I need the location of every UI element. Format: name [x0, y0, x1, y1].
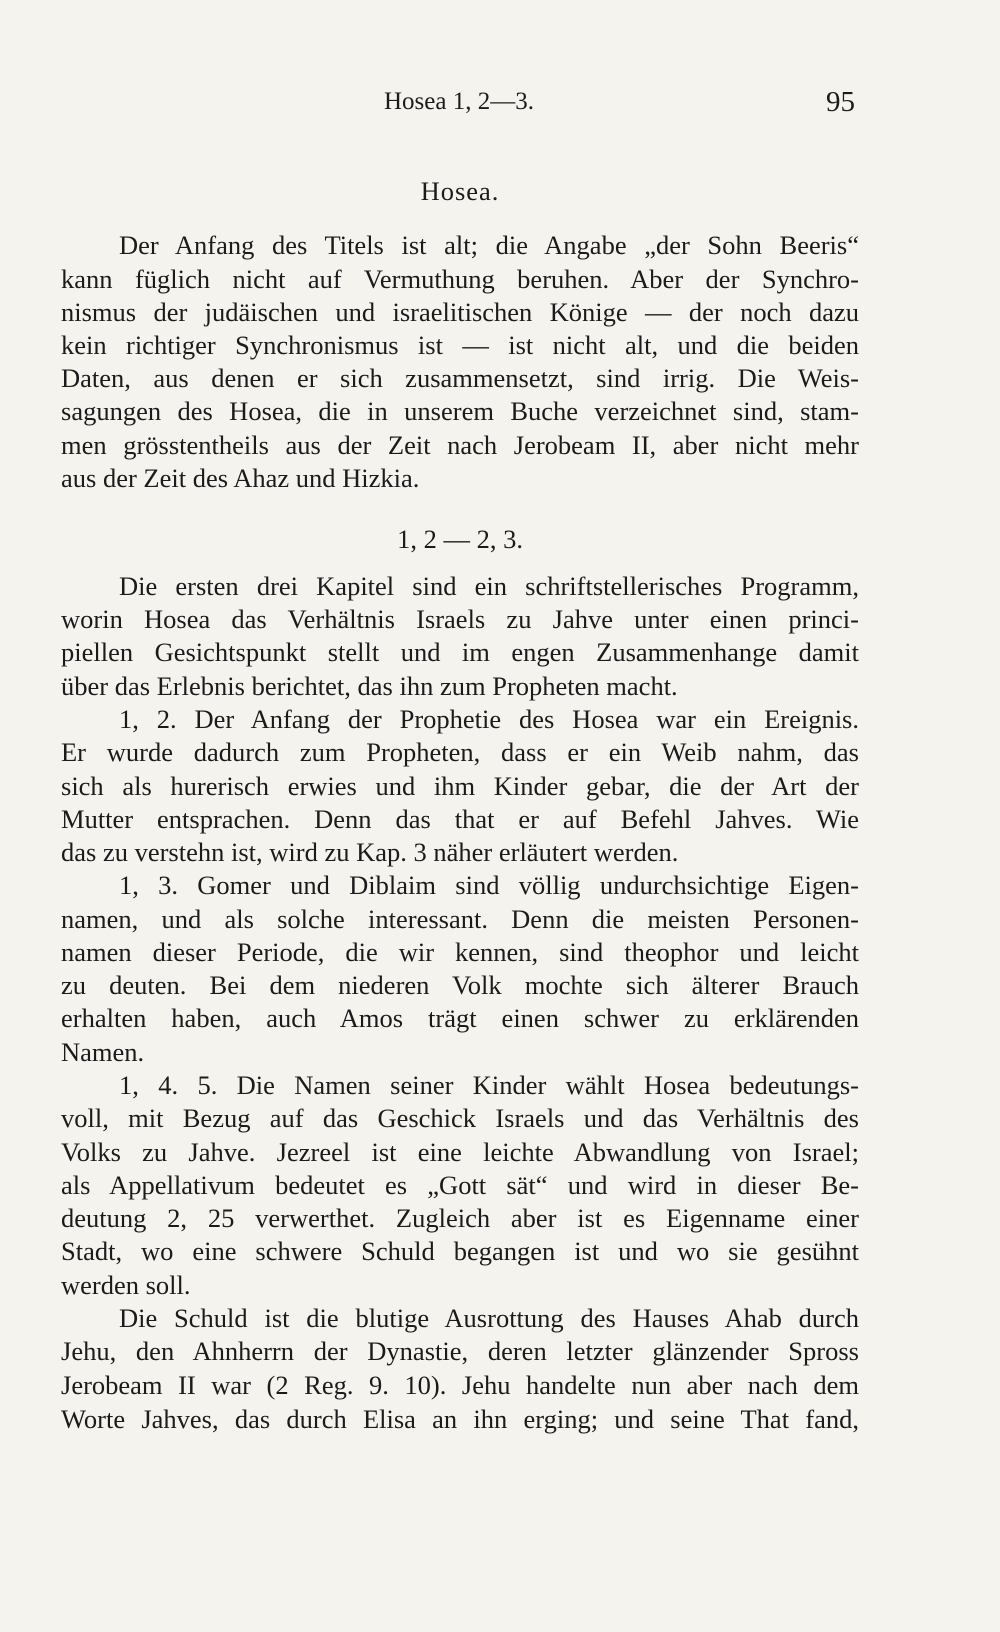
- text-line: Die Schuld ist die blutige Ausrottung des Hauses Ahab durch: [119, 1303, 859, 1333]
- text-line: das zu verstehn ist, wird zu Kap. 3 näher erläutert werden.: [61, 837, 679, 867]
- text-line: erhalten haben, auch Amos trägt einen schwer zu erklärenden: [61, 1003, 859, 1033]
- text-line: zu deuten. Bei dem niederen Volk mochte sich älterer Brauch: [61, 970, 859, 1000]
- text-line: Volks zu Jahve. Jezreel ist eine leichte Abwandlung von Israel;: [61, 1137, 859, 1167]
- text-line: 1, 4. 5. Die Namen seiner Kinder wählt Hosea bedeutungs-: [119, 1070, 859, 1100]
- text-line: als Appellativum bedeutet es „Gott sät“ und wird in dieser Be-: [61, 1170, 859, 1200]
- section-heading: Hosea.: [420, 176, 500, 206]
- page-number: 95: [826, 86, 855, 118]
- text-line: kein richtiger Synchronismus ist — ist nicht alt, und die beiden: [61, 330, 859, 360]
- text-line: Jehu, den Ahnherrn der Dynastie, deren letzter glänzender Spross: [61, 1336, 859, 1366]
- text-line: namen, und als solche interessant. Denn die meisten Personen-: [61, 904, 859, 934]
- text-line: Daten, aus denen er sich zusammensetzt, sind irrig. Die Weis-: [61, 363, 859, 393]
- text-line: deutung 2, 25 verwerthet. Zugleich aber ist es Eigenname einer: [61, 1203, 859, 1233]
- text-line: Worte Jahves, das durch Elisa an ihn erging; und seine That fand,: [61, 1404, 859, 1434]
- text-line: kann füglich nicht auf Vermuthung beruhen. Aber der Synchro-: [61, 264, 859, 294]
- text-line: 1, 2. Der Anfang der Prophetie des Hosea war ein Ereignis.: [119, 704, 859, 734]
- text-line: piellen Gesichtspunkt stellt und im engen Zusammenhange damit: [61, 637, 859, 667]
- text-line: sich als hurerisch erwies und ihm Kinder gebar, die der Art der: [61, 771, 859, 801]
- text-line: Mutter entsprachen. Denn das that er auf Befehl Jahves. Wie: [61, 804, 859, 834]
- text-line: voll, mit Bezug auf das Geschick Israels und das Verhältnis des: [61, 1103, 859, 1133]
- text-line: Er wurde dadurch zum Propheten, dass er ein Weib nahm, das: [61, 737, 859, 767]
- text-line: men grösstentheils aus der Zeit nach Jerobeam II, aber nicht mehr: [61, 430, 859, 460]
- text-line: Namen.: [61, 1037, 145, 1067]
- running-head: Hosea 1, 2—3.: [384, 88, 534, 115]
- text-line: aus der Zeit des Ahaz und Hizkia.: [61, 463, 420, 493]
- text-line: Die ersten drei Kapitel sind ein schriftstellerisches Programm,: [119, 571, 859, 601]
- text-line: Stadt, wo eine schwere Schuld begangen ist und wo sie gesühnt: [61, 1236, 859, 1266]
- text-line: nismus der judäischen und israelitischen Könige — der noch dazu: [61, 297, 859, 327]
- text-line: worin Hosea das Verhältnis Israels zu Jahve unter einen princi-: [61, 604, 859, 634]
- subsection-heading: 1, 2 — 2, 3.: [397, 524, 523, 554]
- text-line: Jerobeam II war (2 Reg. 9. 10). Jehu handelte nun aber nach dem: [61, 1370, 859, 1400]
- text-line: 1, 3. Gomer und Diblaim sind völlig undurchsichtige Eigen-: [119, 870, 859, 900]
- text-line: namen dieser Periode, die wir kennen, sind theophor und leicht: [61, 937, 859, 967]
- text-line: Der Anfang des Titels ist alt; die Angabe „der Sohn Beeris“: [119, 230, 859, 260]
- page-header: [0, 84, 1000, 124]
- text-line: sagungen des Hosea, die in unserem Buche verzeichnet sind, stam-: [61, 396, 859, 426]
- text-line: werden soll.: [61, 1270, 191, 1300]
- text-line: über das Erlebnis berichtet, das ihn zum Propheten macht.: [61, 671, 678, 701]
